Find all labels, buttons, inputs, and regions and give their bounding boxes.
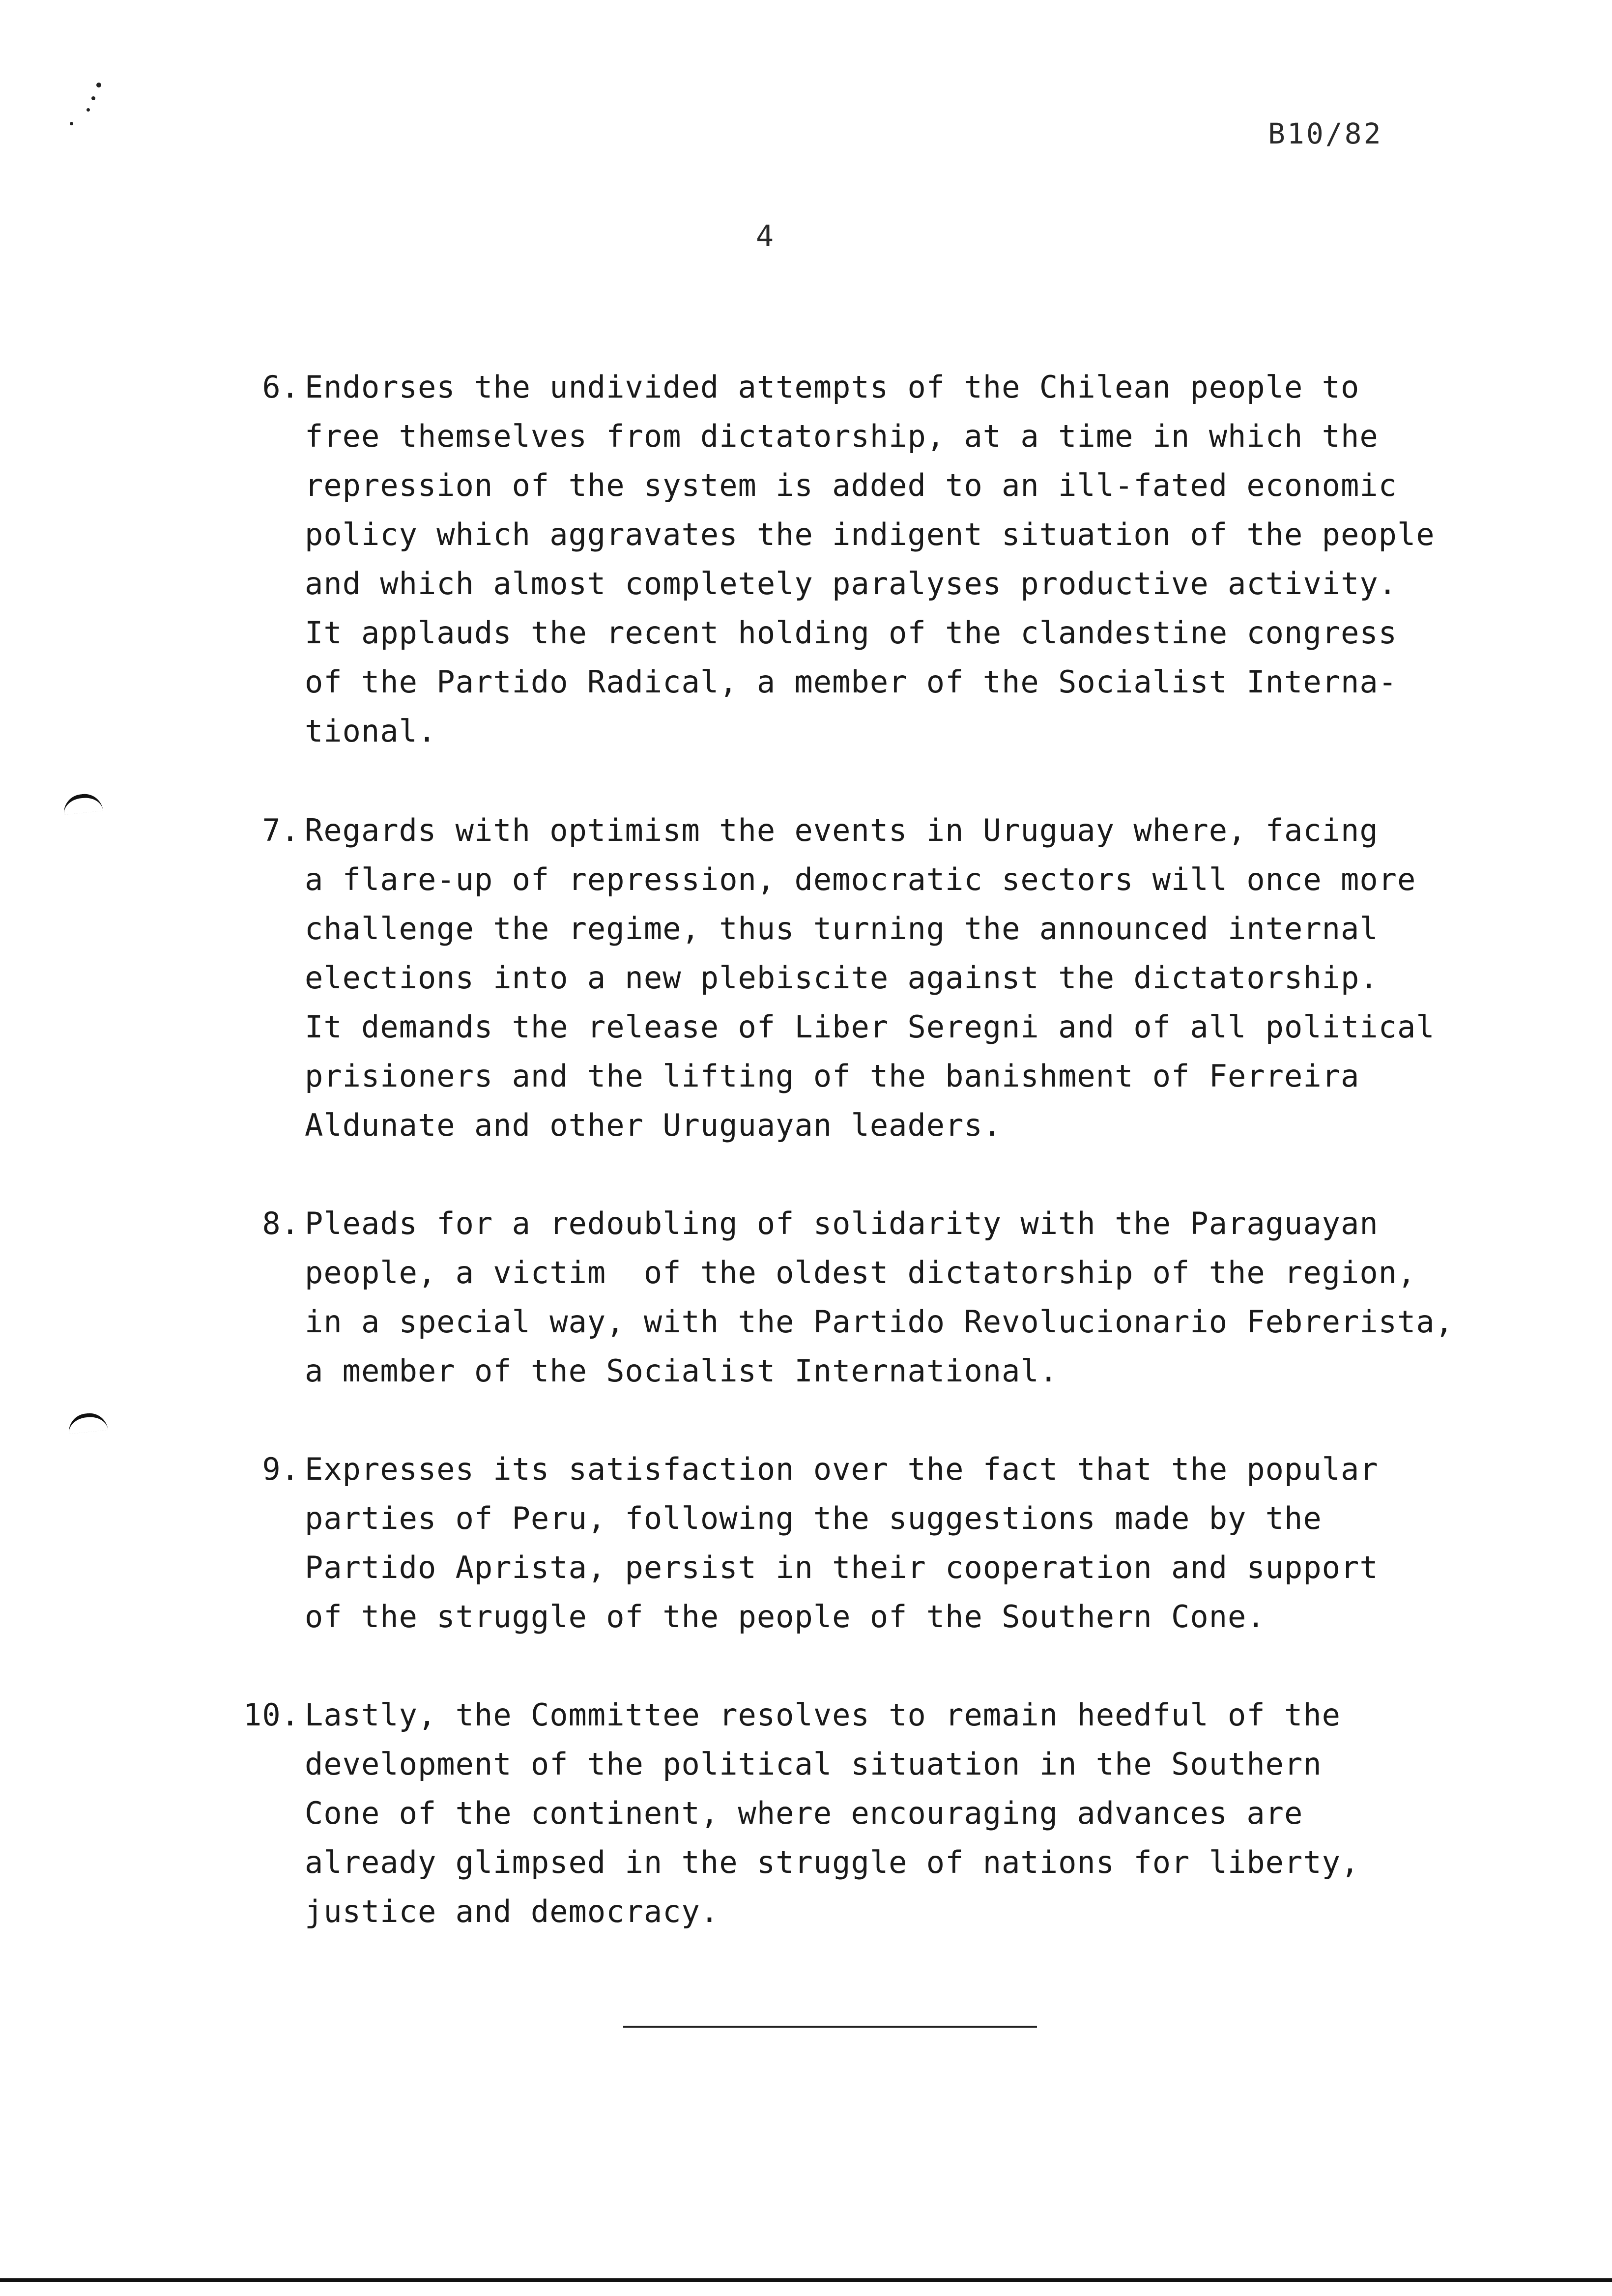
text-line: Regards with optimism the events in Uruguay where, facing — [305, 812, 1379, 848]
text-line: tional. — [305, 713, 437, 749]
text-line: of the Partido Radical, a member of the Socialist Interna- — [305, 664, 1397, 700]
item-number: 10. — [243, 1697, 300, 1733]
text-line: already glimpsed in the struggle of nations for liberty, — [305, 1844, 1360, 1880]
text-line: It demands the release of Liber Seregni and of all political — [305, 1009, 1435, 1045]
text-line: Cone of the continent, where encouraging advances are — [305, 1795, 1303, 1831]
item-text — [305, 1445, 1379, 1641]
scan-speck — [86, 108, 90, 112]
margin-mark — [67, 1411, 108, 1434]
margin-mark — [62, 792, 103, 815]
item-number: 9. — [262, 1451, 300, 1487]
text-line: prisioners and the lifting of the banishment of Ferreira — [305, 1058, 1360, 1094]
text-line: challenge the regime, thus turning the announced internal — [305, 911, 1379, 947]
text-line: parties of Peru, following the suggestions made by the — [305, 1500, 1322, 1536]
text-line: a member of the Socialist International. — [305, 1353, 1059, 1389]
text-line: Aldunate and other Uruguayan leaders. — [305, 1107, 1002, 1143]
text-line: justice and democracy. — [305, 1894, 720, 1929]
text-line: Lastly, the Committee resolves to remain heedful of the — [305, 1697, 1341, 1733]
text-line: development of the political situation in the Southern — [305, 1746, 1322, 1782]
text-line: people, a victim of the oldest dictatorship of the region, — [305, 1255, 1416, 1291]
text-line: and which almost completely paralyses productive activity. — [305, 566, 1397, 602]
text-line: a flare-up of repression, democratic sectors will once more — [305, 861, 1416, 897]
scan-speck — [70, 122, 73, 125]
item-text — [305, 363, 1435, 756]
end-of-text-rule — [623, 2026, 1037, 2028]
text-line: Expresses its satisfaction over the fact that the popular — [305, 1451, 1379, 1487]
text-line: free themselves from dictatorship, at a time in which the — [305, 418, 1379, 454]
text-line: Endorses the undivided attempts of the Chilean people to — [305, 369, 1360, 405]
scan-speck — [96, 83, 101, 87]
page-number: 4 — [756, 219, 774, 254]
text-line: Pleads for a redoubling of solidarity with the Paraguayan — [305, 1205, 1379, 1241]
text-line: It applauds the recent holding of the clandestine congress — [305, 615, 1397, 651]
text-line: repression of the system is added to an ill-fated economic — [305, 467, 1397, 503]
text-line: elections into a new plebiscite against the dictatorship. — [305, 960, 1379, 996]
page-bottom-border — [0, 2278, 1612, 2282]
document-reference: B10/82 — [1268, 117, 1383, 150]
text-line: policy which aggravates the indigent situation of the people — [305, 517, 1435, 552]
text-line: in a special way, with the Partido Revolucionario Febrerista, — [305, 1304, 1454, 1340]
item-number: 8. — [262, 1205, 300, 1241]
item-text — [305, 806, 1435, 1150]
item-text — [305, 1691, 1359, 1936]
item-text — [305, 1199, 1454, 1396]
scan-speck — [91, 96, 95, 100]
text-line: Partido Aprista, persist in their cooperation and support — [305, 1550, 1379, 1585]
item-number: 6. — [262, 369, 300, 405]
item-number: 7. — [262, 812, 300, 848]
text-line: of the struggle of the people of the Southern Cone. — [305, 1599, 1266, 1635]
